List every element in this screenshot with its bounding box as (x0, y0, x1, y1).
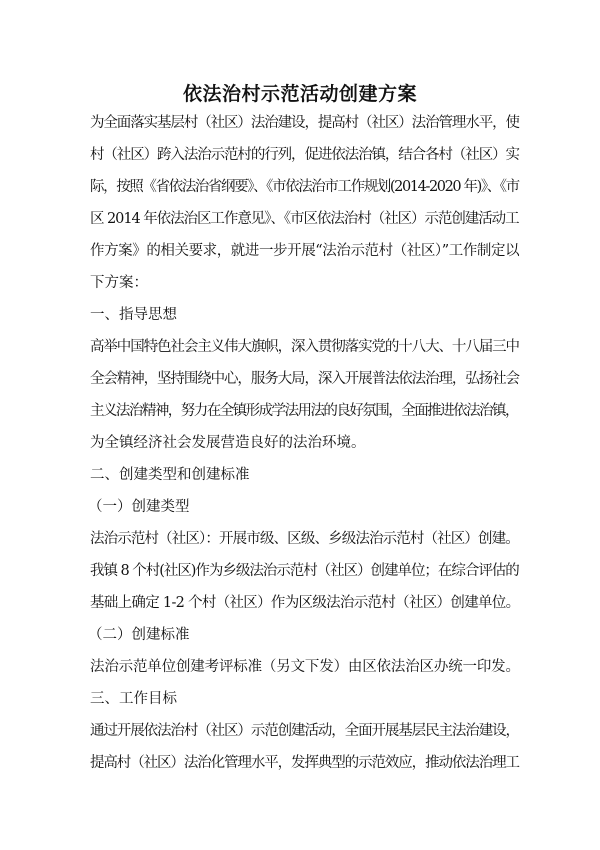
paragraph-line: 提高村（社区）法治化管理水平，发挥典型的示范效应，推动依法治理工 (90, 755, 519, 771)
paragraph-line: 我镇 8 个村(社区)作为乡级法治示范村（社区）创建单位；在综合评估的 (90, 563, 519, 579)
document-title: 依法治村示范活动创建方案 (182, 83, 417, 105)
section-heading: 三、工作目标 (90, 691, 177, 707)
subsection-heading: （一）创建类型 (88, 499, 190, 515)
intro-line: 区 2014 年依法治区工作意见》、《市区依法治村（社区）示范创建活动工 (90, 211, 519, 227)
paragraph-line: 全会精神，坚持围绕中心，服务大局，深入开展普法依法治理，弘扬社会 (90, 371, 519, 387)
subsection-heading: （二）创建标准 (88, 627, 190, 643)
intro-line: 村（社区）跨入法治示范村的行列，促进依法治镇，结合各村（社区）实 (90, 147, 519, 163)
section-heading: 一、指导思想 (90, 307, 177, 323)
paragraph-line: 高举中国特色社会主义伟大旗帜，深入贯彻落实党的十八大、十八届三中 (90, 339, 519, 355)
paragraph-line: 基础上确定 1-2 个村（社区）作为区级法治示范村（社区）创建单位。 (90, 595, 520, 611)
intro-line: 下方案： (90, 275, 148, 291)
paragraph-line: 通过开展依法治村（社区）示范创建活动，全面开展基层民主法治建设， (90, 723, 519, 739)
paragraph-line: 法治示范村（社区）：开展市级、区级、乡级法治示范村（社区）创建。 (90, 531, 519, 547)
paragraph-line: 为全镇经济社会发展营造良好的法治环境。 (90, 435, 366, 451)
section-heading: 二、创建类型和创建标准 (90, 467, 250, 483)
intro-line: 为全面落实基层村（社区）法治建设，提高村（社区）法治管理水平，使 (90, 115, 519, 131)
intro-line: 作方案》的相关要求，就进一步开展“法治示范村（社区）”工作制定以 (90, 243, 520, 259)
intro-line: 际，按照《省依法治省纲要》、《市依法治市工作规划(2014-2020 年)》、《市 (90, 179, 519, 195)
paragraph-line: 主义法治精神，努力在全镇形成学法用法的良好氛围，全面推进依法治镇， (90, 403, 518, 419)
paragraph-line: 法治示范单位创建考评标准（另文下发）由区依法治区办统一印发。 (90, 659, 520, 675)
